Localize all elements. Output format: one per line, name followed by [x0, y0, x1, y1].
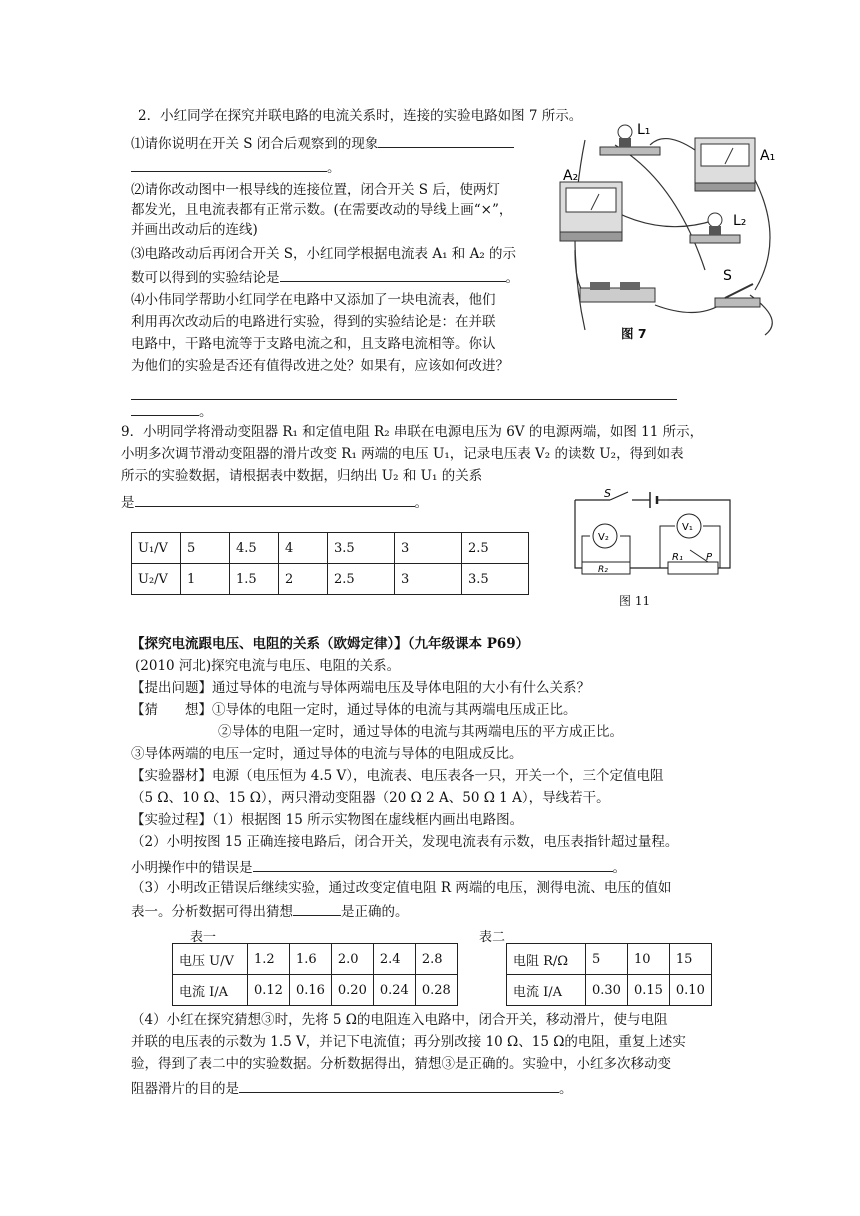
ohm-line10-end: 。	[612, 860, 626, 876]
q2-part4-blank-b[interactable]	[131, 401, 199, 416]
q2-part1-blank-b[interactable]	[131, 157, 327, 172]
ohm-line6: 【实验器材】电源（电压恒为 4.5 V），电流表、电压表各一只，开关一个，三个定值电阻	[131, 768, 664, 784]
figure-11-schematic	[560, 488, 745, 588]
q2-part3-line2	[131, 267, 519, 287]
table-cell: 0.16	[289, 975, 331, 1006]
ohm-line16-text: 阻器滑片的目的是	[131, 1081, 239, 1097]
table-cell: 2.0	[331, 944, 373, 975]
table1	[172, 943, 458, 1006]
label-a2: A₂	[563, 168, 579, 184]
table-cell: 5	[181, 533, 230, 564]
table-cell: U₁/V	[132, 533, 181, 564]
q2-part1-text: ⑴请你说明在开关 S 闭合后观察到的现象	[131, 136, 379, 152]
table-cell: 3	[395, 564, 462, 595]
q2-part3-end: 。	[505, 270, 519, 286]
ohm-line16	[131, 1078, 573, 1098]
table-cell: 4	[279, 533, 328, 564]
q2-part1-end: 。	[327, 160, 341, 176]
table-row	[173, 944, 458, 975]
label-p: P	[706, 552, 713, 563]
q9-line2: 小明多次调节滑动变阻器的滑片改变 R₁ 两端的电压 U₁，记录电压表 V₂ 的读数 U₂，得到如表	[121, 446, 684, 462]
section-header: 【探究电流跟电压、电阻的关系（欧姆定律）】（九年级课本 P69）	[131, 636, 530, 652]
ohm-line8: 【实验过程】（1）根据图 15 所示实物图在虚线框内画出电路图。	[131, 812, 524, 828]
ammeter-a1	[695, 138, 755, 191]
switch-symbol	[610, 492, 628, 500]
q2-part1	[131, 133, 514, 153]
q9-line3: 所示的实验数据，请根据表中数据，归纳出 U₂ 和 U₁ 的关系	[121, 468, 483, 484]
q2-part4-line1: ⑷小伟同学帮助小红同学在电路中又添加了一块电流表，他们	[131, 292, 496, 308]
ohm-line16-end: 。	[559, 1081, 573, 1097]
wire-battery-switch	[655, 305, 720, 313]
table-cell: 电流 I/A	[507, 975, 586, 1006]
table-cell: 5	[586, 944, 628, 975]
table-row	[132, 564, 529, 595]
table-cell: 2.5	[462, 533, 529, 564]
ohm-line9: （2）小明按图 15 正确连接电路后，闭合开关，发现电流表有示数，电压表指针超过量程。	[131, 834, 679, 850]
q2-part1-cont	[131, 157, 341, 177]
table-row	[173, 975, 458, 1006]
table-cell: 电流 I/A	[173, 975, 248, 1006]
label-v1: V₁	[682, 522, 693, 533]
table-row	[507, 944, 712, 975]
wire-l1-l2	[615, 145, 705, 270]
ohm-line3: 【猜 想】①导体的电阻一定时，通过导体的电流与其两端电压成正比。	[131, 702, 577, 718]
table-row	[507, 975, 712, 1006]
q2-part1-blank-a[interactable]	[378, 133, 514, 148]
q2-part4-line4: 为他们的实验是否还有值得改进之处？如果有，应该如何改进？	[131, 358, 509, 374]
ohm-line14: 并联的电压表的示数为 1.5 V，并记下电流值；再分别改接 10 Ω、15 Ω的电阻，重复上述实	[131, 1034, 686, 1050]
label-r1: R₁	[672, 552, 683, 563]
q2-part2-line3: 并画出改动后的连线)	[131, 222, 258, 238]
figure-7-caption: 图 7	[621, 326, 647, 341]
battery-box	[580, 282, 655, 302]
q2-part2-line2: 都发光，且电流表都有正常示数。(在需要改动的导线上画“×”，	[131, 202, 513, 218]
q2-part4-end: 。	[199, 404, 213, 420]
q2-part2-line1: ⑵请你改动图中一根导线的连接位置，闭合开关 S 后，使两灯	[131, 182, 500, 198]
wire-a1-right	[755, 180, 770, 290]
q2-part4-answer-line2	[131, 401, 213, 421]
rheostat-r1	[668, 562, 718, 574]
ohm-line10	[131, 857, 626, 877]
q2-part3-text: 数可以得到的实验结论是	[131, 270, 280, 286]
table-cell: 1.5	[230, 564, 279, 595]
table-cell: 0.12	[248, 975, 290, 1006]
ohm-line2: 【提出问题】通过导体的电流与导体两端电压及导体电阻的大小有什么关系？	[131, 680, 590, 696]
q2-part4-line3: 电路中，干路电流等于支路电流之和，且支路电流相等。你认	[131, 336, 496, 352]
q9-line4-text: 是	[121, 495, 135, 511]
table-cell: 2.4	[373, 944, 415, 975]
table-cell: 15	[669, 944, 711, 975]
q9-line4	[121, 492, 428, 512]
table-cell: 3.5	[462, 564, 529, 595]
label-l2: L₂	[733, 213, 747, 229]
label-s: S	[723, 268, 732, 284]
q2-intro: 2．小红同学在探究并联电路的电流关系时，连接的实验电路如图 7 所示。	[138, 108, 583, 124]
ohm-line4: ②导体的电阻一定时，通过导体的电流与其两端电压的平方成正比。	[218, 724, 623, 740]
table-cell: 0.28	[415, 975, 457, 1006]
q2-part4-blank-a[interactable]	[131, 385, 677, 400]
q2-part4-answer-line	[131, 385, 677, 405]
label-l1: L₁	[637, 122, 651, 138]
ohm-line5: ③导体两端的电压一定时，通过导体的电流与导体的电阻成反比。	[131, 746, 523, 762]
label-v2: V₂	[598, 532, 609, 543]
q2-part3-blank[interactable]	[280, 267, 506, 282]
label-a1: A₁	[760, 148, 776, 164]
ammeter-a2	[560, 182, 622, 241]
table-row	[132, 533, 529, 564]
table-cell: 3	[395, 533, 462, 564]
ohm-line11: （3）小明改正错误后继续实验，通过改变定值电阻 R 两端的电压，测得电流、电压的值如	[131, 880, 672, 896]
table-cell: 1.6	[289, 944, 331, 975]
table2-title: 表二	[479, 930, 506, 945]
error-answer-blank[interactable]	[253, 857, 613, 872]
table-cell: 2	[279, 564, 328, 595]
table-cell: 0.20	[331, 975, 373, 1006]
ohm-line15: 验，得到了表二中的实验数据。分析数据得出，猜想③是正确的。实验中，小红多次移动变	[131, 1056, 671, 1072]
table-cell: 1.2	[248, 944, 290, 975]
lamp-l1	[600, 125, 660, 155]
table-cell: 0.24	[373, 975, 415, 1006]
table-cell: 10	[627, 944, 669, 975]
ohm-line12	[131, 901, 409, 921]
q9-data-table	[131, 532, 529, 595]
ohm-line1: (2010 河北)探究电流与电压、电阻的关系。	[135, 658, 401, 674]
ohm-line10-text: 小明操作中的错误是	[131, 860, 253, 876]
q9-line1: 9．小明同学将滑动变阻器 R₁ 和定值电阻 R₂ 串联在电源电压为 6V 的电源两端，如图 11 所示，	[121, 424, 704, 440]
table-cell: 2.8	[415, 944, 457, 975]
table-cell: 1	[181, 564, 230, 595]
table-cell: 4.5	[230, 533, 279, 564]
figure-7-circuit	[555, 120, 795, 345]
ohm-line13: （4）小红在探究猜想③时，先将 5 Ω的电阻连入电路中，闭合开关，移动滑片，使与电阻	[131, 1012, 668, 1028]
label-r2: R₂	[598, 565, 608, 575]
q2-part3-line1: ⑶电路改动后再闭合开关 S，小红同学根据电流表 A₁ 和 A₂ 的示	[131, 246, 517, 262]
q9-line4-end: 。	[414, 495, 428, 511]
table-cell: 2.5	[328, 564, 395, 595]
q9-answer-blank[interactable]	[135, 492, 415, 507]
ohm-line12-end: 是正确的。	[341, 904, 409, 920]
figure-11-caption: 图 11	[619, 594, 651, 608]
table-cell: 0.10	[669, 975, 711, 1006]
table-cell: 3.5	[328, 533, 395, 564]
q2-part4-line2: 利用再次改动后的电路进行实验，得到的实验结论是：在并联	[131, 314, 496, 330]
purpose-answer-blank[interactable]	[239, 1078, 559, 1093]
ohm-line12-text: 表一。分析数据可得出猜想	[131, 904, 293, 920]
table-cell: 0.30	[586, 975, 628, 1006]
table-cell: 电压 U/V	[173, 944, 248, 975]
table-cell: 电阻 R/Ω	[507, 944, 586, 975]
ohm-line7: （5 Ω、10 Ω、15 Ω），两只滑动变阻器（20 Ω 2 A、50 Ω 1 A），导线若干。	[131, 790, 610, 806]
table-cell: U₂/V	[132, 564, 181, 595]
table1-title: 表一	[190, 930, 217, 945]
table2	[506, 943, 712, 1006]
hypothesis-blank[interactable]	[293, 901, 341, 916]
table-cell: 0.15	[627, 975, 669, 1006]
label-s: S	[604, 488, 611, 500]
switch-s	[715, 284, 760, 307]
